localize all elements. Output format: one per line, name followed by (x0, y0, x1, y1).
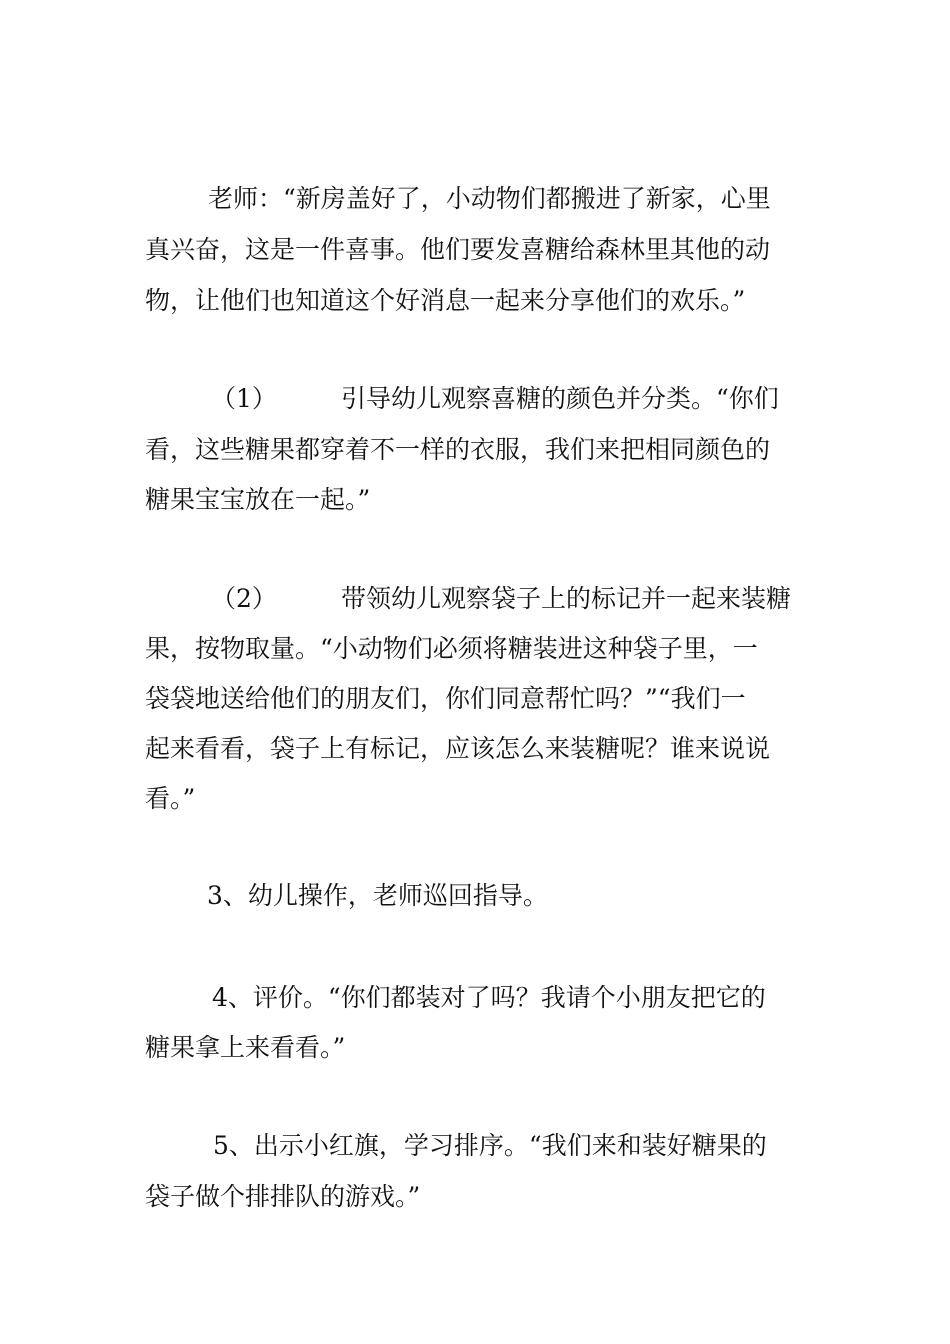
paragraph-3-line-2: 果，按物取量。“小动物们必须将糖装进这种袋子里，一 (145, 634, 758, 663)
paragraph-4-line-1: 3、幼儿操作，老师巡回指导。 (207, 881, 548, 910)
paragraph-3-line-5: 看。” (145, 784, 196, 813)
paragraph-2-line-1-text: 引导幼儿观察喜糖的颜色并分类。“你们 (341, 384, 779, 413)
paragraph-2-line-1 (145, 384, 810, 414)
paragraph-2-line-2: 看，这些糖果都穿着不一样的衣服，我们来把相同颜色的 (145, 435, 771, 464)
paragraph-3-line-3: 袋袋地送给他们的朋友们，你们同意帮忙吗？”“我们一 (145, 684, 746, 713)
paragraph-1-line-3: 物，让他们也知道这个好消息一起来分享他们的欢乐。” (145, 286, 746, 315)
paragraph-3-line-1-text: 带领幼儿观察袋子上的标记并一起来装糖 (341, 584, 792, 613)
paragraph-3-line-1 (145, 584, 810, 614)
paragraph-2-line-3: 糖果宝宝放在一起。” (145, 485, 371, 514)
list-label-2: （2） (211, 584, 277, 613)
paragraph-5-line-2: 糖果拿上来看看。” (145, 1033, 346, 1062)
paragraph-6-line-1: 5、出示小红旗，学习排序。“我们来和装好糖果的 (213, 1131, 767, 1160)
list-label-1: （1） (211, 384, 277, 413)
paragraph-1-line-1: 老师：“新房盖好了，小动物们都搬进了新家，心里 (208, 184, 771, 213)
paragraph-5-line-1: 4、评价。“你们都装对了吗？我请个小朋友把它的 (212, 983, 766, 1012)
paragraph-6-line-2: 袋子做个排排队的游戏。” (145, 1182, 421, 1211)
paragraph-1-line-2: 真兴奋，这是一件喜事。他们要发喜糖给森林里其他的动 (145, 235, 771, 264)
paragraph-3-line-4: 起来看看，袋子上有标记，应该怎么来装糖呢？谁来说说 (145, 734, 771, 763)
